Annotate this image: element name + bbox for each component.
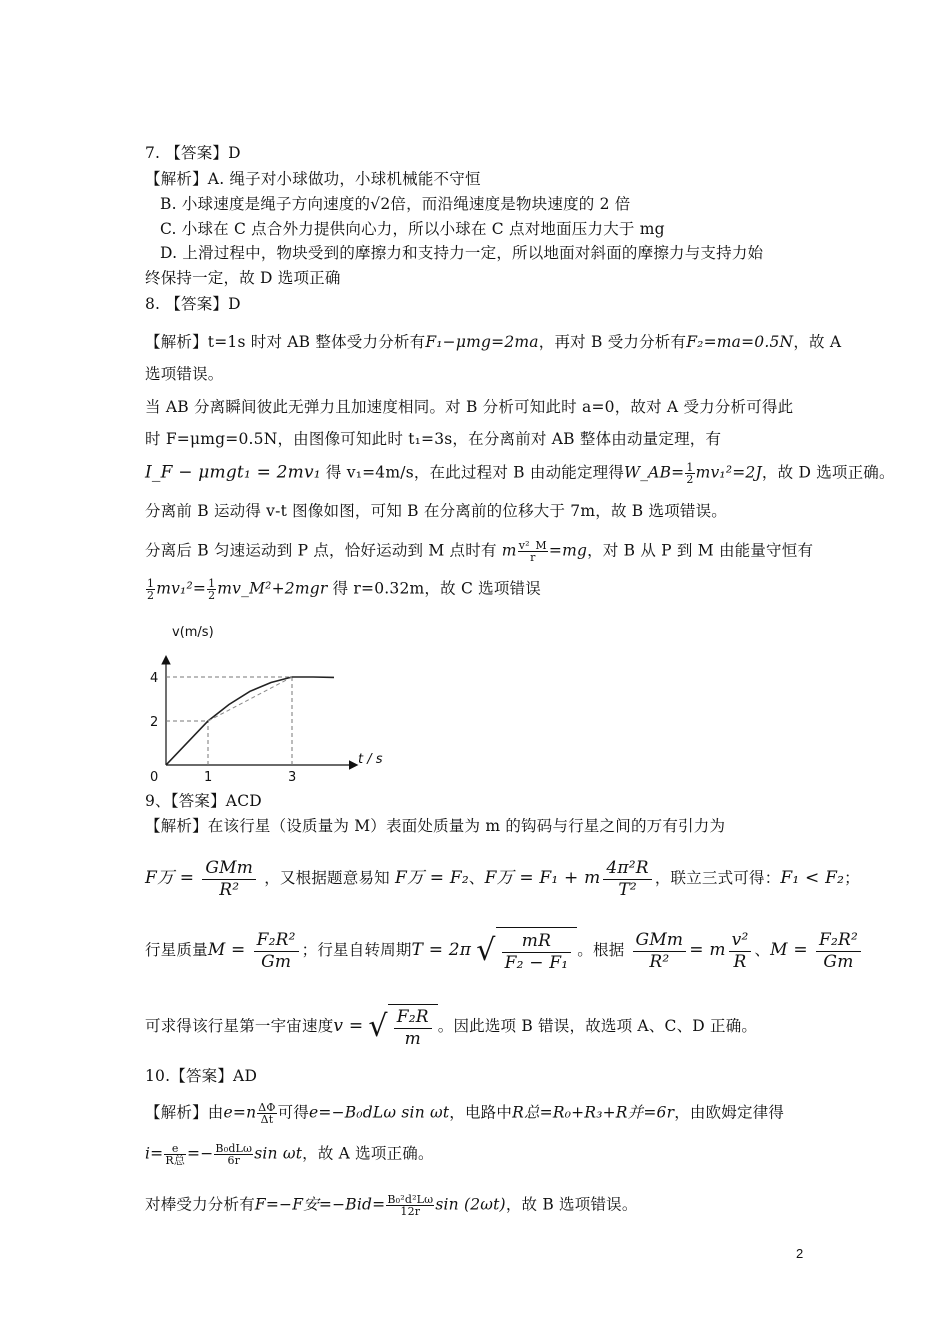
q8-analysis-line5: I_F − μmgt₁ = 2mv₁ 得 v₁=4m/s，在此过程对 B 由动能定理得W_AB= $\frac{1}{2}$ mv₁²=2J，故 D 选项正确。: [145, 461, 895, 486]
x-tick-label: 1: [204, 770, 213, 785]
page-number: 2: [796, 1246, 804, 1261]
q9-answer: 9、【答案】ACD: [145, 792, 262, 810]
q9-formula-line1: F万 = GMm R² ，又根据题意易知 F万 = F₂、F万 = F₁ + m $\frac{\text{4π²R}}{\text{T²}}$ ，联立三式可得：F₁ < F₂；: [145, 857, 860, 900]
x-tick-label: 3: [288, 770, 297, 785]
q8-analysis-line4: 时 F=μmg=0.5N，由图像可知此时 t₁=3s，在分离前对 AB 整体由动量定理，有: [145, 430, 722, 448]
q8-analysis-line2: 选项错误。: [145, 365, 224, 383]
x-tick-label: 0: [150, 770, 159, 785]
q8-analysis-line1: 【解析】t=1s 时对 AB 整体受力分析有F₁−μmg=2ma，再对 B 受力分析有F₂=ma=0.5N，故 A: [145, 333, 842, 351]
q7-analysis-c: C. 小球在 C 点合外力提供向心力，所以小球在 C 点对地面压力大于 mg: [160, 220, 665, 238]
y-axis-label: v(m/s): [172, 625, 214, 640]
q10-analysis-line3: 对棒受力分析有F=−F安=−Bid= $\frac{\text{B₀²d²Lω}}{12r}$ sin (2ωt)，故 B 选项错误。: [145, 1193, 638, 1218]
q10-analysis-line1: 【解析】由e=n $\frac{\Delta\Phi}{\Delta t}$ 可得e=−B₀dLω sin ωt，电路中R总=R₀+R₃+R并=6r，由欧姆定律得: [145, 1101, 785, 1126]
q8-analysis-line7: 分离后 B 匀速运动到 P 点，恰好运动到 M 点时有 m $\frac{\text{v²\_M}}{r}$ =mg，对 B 从 P 到 M 由能量守恒有: [145, 539, 814, 564]
q9-formula-line2: 行星质量M = $\frac{\text{F₂R²}}{Gm}$ ；行星自转周期T = 2π √ $\frac{mR}{\text{F₂ − F₁}}$ 。根据 GMm R² = m $\frac{\text{v²}}{R}$ 、M = $\frac{\text{F₂R²}}{Gm}$: [145, 926, 864, 976]
q8-analysis-line8: $\frac{1}{2}$ mv₁²= $\frac{1}{2}$ mv_M²+2mgr 得 r=0.32m，故 C 选项错误: [147, 577, 541, 602]
y-tick-label: 4: [150, 671, 159, 686]
x-axis-label: t / s: [358, 752, 383, 767]
q7-analysis-d-cont: 终保持一定，故 D 选项正确: [145, 269, 341, 287]
q9-formula-line3: 可求得该行星第一宇宙速度v = √ $\frac{\text{F₂R}}{m}$ 。因此选项 B 错误，故选项 A、C、D 正确。: [145, 1004, 757, 1050]
q10-answer: 10.【答案】AD: [145, 1067, 258, 1085]
q10-analysis-line2: i= e R总 =− B₀dLω 6r sin ωt，故 A 选项正确。: [145, 1142, 434, 1167]
q8-analysis-line3: 当 AB 分离瞬间彼此无弹力且加速度相同。对 B 分析可知此时 a=0，故对 A 受力分析可得此: [145, 398, 794, 416]
vt-curve: [166, 677, 334, 765]
q8-answer: 8. 【答案】D: [145, 295, 241, 313]
dashed-chord: [208, 677, 292, 721]
q7-answer: 7. 【答案】D: [145, 144, 241, 162]
q7-analysis-b: B. 小球速度是绳子方向速度的√2倍，而沿绳速度是物块速度的 2 倍: [160, 195, 631, 213]
q7-analysis-d: D. 上滑过程中，物块受到的摩擦力和支持力一定，所以地面对斜面的摩擦力与支持力始: [160, 244, 764, 262]
q7-analysis-a: 【解析】A. 绳子对小球做功，小球机械能不守恒: [145, 170, 481, 188]
vt-chart: [140, 622, 383, 785]
q9-analysis-line1: 【解析】在该行星（设质量为 M）表面处质量为 m 的钩码与行星之间的万有引力为: [145, 817, 726, 835]
q8-analysis-line6: 分离前 B 运动得 v-t 图像如图，可知 B 在分离前的位移大于 7m，故 B 选项错误。: [145, 502, 727, 520]
y-tick-label: 2: [150, 715, 159, 730]
